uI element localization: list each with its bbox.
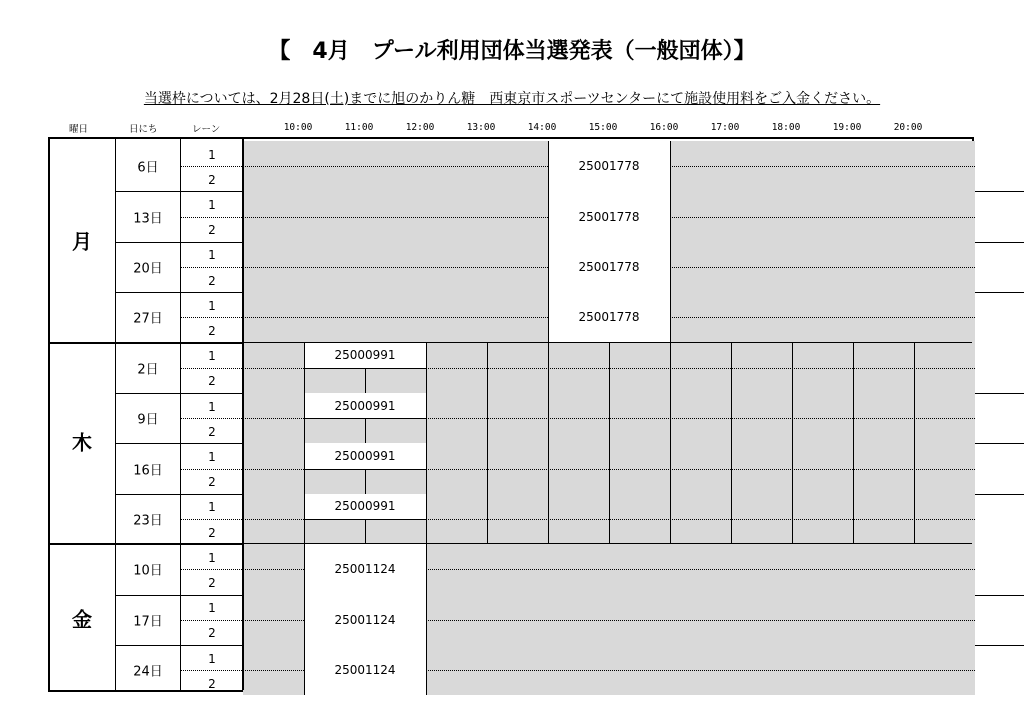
column-line: [304, 595, 305, 645]
lane-number: 1: [208, 349, 216, 364]
lane-number: 2: [208, 424, 216, 439]
date-label: 6日: [137, 160, 159, 176]
reservation-number: 25001778: [578, 310, 640, 325]
column-line: [365, 418, 366, 443]
date-label: 27日: [133, 311, 163, 327]
lane-number: 2: [208, 324, 216, 338]
reservation-number: 25001778: [578, 209, 640, 224]
column-line: [548, 191, 549, 241]
lane-number: 1: [208, 298, 216, 313]
lane-number: 1: [208, 550, 216, 565]
column-line: [180, 139, 181, 690]
header-lane: レーン: [192, 124, 221, 135]
column-line: [365, 519, 366, 544]
date-label: 23日: [133, 513, 163, 529]
reservation-number: 25000991: [334, 449, 396, 463]
time-label: 16:00: [649, 122, 679, 133]
time-label: 18:00: [771, 122, 801, 133]
lane-separator: [670, 166, 975, 167]
reservation-number: 25001124: [334, 562, 396, 577]
lane-divider: [304, 418, 426, 419]
column-line: [548, 292, 549, 342]
column-line: [304, 645, 305, 695]
lane-number: 1: [208, 147, 216, 162]
lane-number: 2: [208, 525, 216, 540]
lane-divider: [304, 368, 426, 369]
weekday-label: 金: [72, 607, 92, 632]
time-label: 13:00: [466, 122, 496, 133]
date-label: 13日: [133, 211, 163, 227]
date-label: 16日: [133, 463, 163, 479]
time-label: 11:00: [344, 122, 374, 133]
lane-number: 1: [208, 450, 216, 464]
lane-separator: [670, 317, 975, 318]
column-line: [115, 139, 116, 690]
lane-divider: [304, 519, 426, 520]
reservation-number: 25001124: [334, 663, 396, 678]
reservation-number: 25001778: [578, 159, 640, 174]
date-label: 2日: [137, 362, 159, 378]
reservation-number: 25001124: [334, 612, 396, 627]
column-line: [304, 544, 305, 594]
lane-separator: [426, 519, 975, 520]
lane-number: 2: [208, 475, 216, 490]
lane-number: 2: [208, 172, 216, 187]
page-title: 【 4月 プール利用団体当選発表（一般団体）】: [268, 39, 756, 64]
lane-number: 2: [208, 576, 216, 590]
lane-number: 1: [208, 601, 216, 616]
time-label: 12:00: [405, 122, 435, 133]
weekday-label: 木: [72, 430, 92, 455]
payment-notice: 当選枠については、2月28日(土)までに旭のかりん糖 西東京市スポーツセンターにて施設使用料をご入金ください。: [143, 91, 881, 107]
lane-number: 2: [208, 223, 216, 238]
reservation-number: 25001778: [578, 260, 640, 274]
lane-separator: [180, 166, 548, 167]
reservation-number: 25000991: [334, 499, 396, 514]
lane-number: 2: [208, 374, 216, 389]
header-date: 日にち: [129, 124, 158, 135]
date-label: 10日: [133, 563, 163, 579]
lane-number: 2: [208, 273, 216, 288]
time-label: 10:00: [283, 122, 313, 133]
lane-separator: [426, 620, 975, 621]
reservation-number: 25000991: [334, 348, 396, 363]
lane-separator: [180, 317, 548, 318]
date-label: 17日: [133, 614, 163, 630]
lane-separator: [426, 418, 975, 419]
date-label: 20日: [133, 261, 163, 277]
time-label: 14:00: [527, 122, 557, 133]
time-label: 19:00: [832, 122, 862, 133]
time-label: 20:00: [893, 122, 923, 133]
reservation-number: 25000991: [334, 398, 396, 413]
header-weekday: 曜日: [69, 124, 89, 135]
lane-separator: [180, 267, 548, 268]
lane-separator: [670, 217, 975, 218]
lane-separator: [670, 267, 975, 268]
lane-number: 1: [208, 651, 216, 666]
lane-number: 1: [208, 500, 216, 515]
column-line: [548, 242, 549, 292]
lane-number: 1: [208, 248, 216, 263]
lane-divider: [304, 469, 426, 470]
column-line: [365, 368, 366, 393]
schedule-table: [48, 137, 974, 692]
date-label: 24日: [133, 664, 163, 680]
lane-number: 1: [208, 399, 216, 414]
time-label: 17:00: [710, 122, 740, 133]
time-label: 15:00: [588, 122, 618, 133]
lane-number: 2: [208, 676, 216, 691]
date-label: 9日: [137, 412, 159, 428]
column-line: [242, 139, 244, 690]
lane-separator: [180, 217, 548, 218]
lane-number: 1: [208, 198, 216, 212]
lane-separator: [426, 368, 975, 369]
column-line: [548, 141, 549, 191]
lane-separator: [426, 670, 975, 671]
lane-separator: [426, 569, 975, 570]
lane-separator: [426, 469, 975, 470]
lane-number: 2: [208, 626, 216, 641]
column-line: [365, 469, 366, 494]
weekday-label: 月: [72, 229, 92, 254]
